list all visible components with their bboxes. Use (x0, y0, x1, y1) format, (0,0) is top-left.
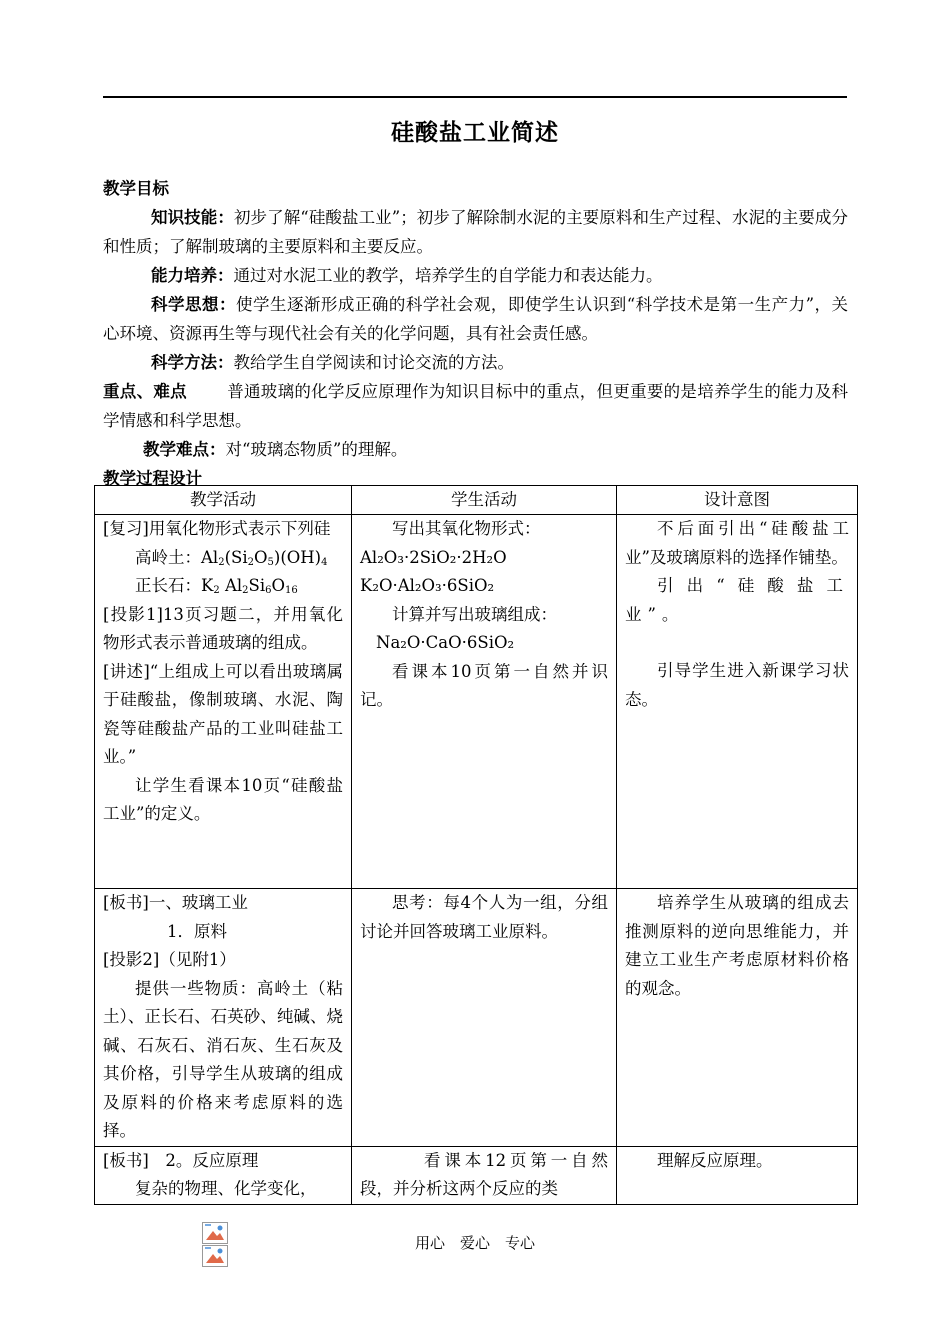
method-label: 科学方法： (151, 353, 234, 372)
cell-text: 1．原料 (167, 921, 227, 941)
feldspar-formula: 正长石：$K_2$ $Al_2Si_6O_{16}$ (135, 576, 298, 596)
difficulty-paragraph (103, 435, 848, 464)
cell-text: 计算并写出玻璃组成： (392, 604, 557, 624)
teacher-cell (95, 889, 352, 1147)
knowledge-paragraph (103, 203, 848, 261)
formula-text: Na₂O·CaO·6SiO₂ (376, 633, 515, 652)
thought-text: 使学生逐渐形成正确的科学社会观，即使学生认识到“科学技术是第一生产力”，关 心环境、资源再生等与现代社会有关的化学问题，具有社会责任感。 (103, 295, 849, 343)
cell-text: 培养学生从玻璃的组成去推测原料的逆向思维能力，并建立工业生产考虑原材料价格的观念。 (625, 893, 849, 998)
cell-text: 提供一些物质：高岭土（粘土）、正长石、石英砂、纯碱、烧碱、石灰石、消石灰、生石灰及其价格，引导学生从玻璃的组成及原料的价格来考虑原料的选择。 (103, 978, 343, 1140)
formula-text: Al₂O₃·2SiO₂·2H₂O (360, 547, 507, 567)
knowledge-label: 知识技能： (151, 208, 234, 227)
objectives-section (103, 174, 848, 493)
ability-label: 能力培养： (151, 266, 234, 285)
teacher-cell (95, 515, 352, 889)
teacher-cell (95, 1146, 352, 1204)
intent-cell (617, 515, 858, 889)
cell-text: 思考：每4个人为一组，分组讨论并回答玻璃工业原料。 (360, 893, 608, 941)
thought-label: 科学思想： (151, 295, 236, 314)
cell-text: [板书]一、玻璃工业 (103, 893, 248, 912)
cell-text: 写出其氧化物形式： (392, 519, 541, 538)
cell-text: [投影1]13页习题二，并用氧化物形式表示普通玻璃的组成。 (103, 604, 343, 652)
lesson-table (94, 485, 858, 1205)
difficulty-label: 教学难点： (143, 440, 226, 459)
cell-text: 理解反应原理。 (657, 1150, 773, 1170)
cell-text: [讲述]“上组成上可以看出玻璃属于硅酸盐，像制玻璃、水泥、陶瓷等硅酸盐产品的工业叫硅盐工业。” (103, 661, 343, 766)
cell-text: 引出“硅酸盐工业”。 (625, 576, 849, 624)
thought-paragraph (103, 290, 848, 348)
cell-text: 让学生看课本10页“硅酸盐工业”的定义。 (103, 775, 343, 823)
cell-text: [板书] 2。反应原理 (103, 1150, 259, 1170)
header-student: 学生活动 (352, 486, 617, 515)
kaolin-formula: 高岭土：$Al_2(Si_2O_5)(OH)_4$ (135, 547, 328, 568)
method-text: 教给学生自学阅读和讨论交流的方法。 (233, 353, 514, 372)
cell-text: 复杂的物理、化学变化， (135, 1179, 317, 1198)
cell-text: 看课本12页第一自然段，并分析这两个反应的类 (360, 1150, 608, 1198)
key-points-paragraph (103, 377, 848, 435)
key-points-text: 普通玻璃的化学反应原理作为知识目标中的重点，但更重要的是培养学生的能力及科学情感和科学思想。 (103, 382, 849, 430)
method-paragraph (103, 348, 848, 377)
formula-text: K₂O·Al₂O₃·6SiO₂ (360, 576, 495, 595)
student-cell (352, 515, 617, 889)
table-row (95, 889, 858, 1147)
cell-text: 看课本10页第一自然并识记。 (360, 661, 608, 709)
header-teacher: 教学活动 (95, 486, 352, 515)
ability-paragraph (103, 261, 848, 290)
intent-cell (617, 889, 858, 1147)
cell-text: [复习]用氧化物形式表示下列硅 (103, 519, 331, 538)
key-points-label: 重点、难点 (103, 382, 187, 401)
difficulty-text: 对“玻璃态物质”的理解。 (225, 440, 408, 459)
knowledge-text: 初步了解“硅酸盐工业”；初步了解除制水泥的主要原料和生产过程、水泥的主要成分和性质；了解制玻璃的主要原料和主要反应。 (103, 208, 849, 256)
cell-text: 不后面引出“硅酸盐工业”及玻璃原料的选择作铺垫。 (625, 519, 849, 567)
cell-text: 引导学生进入新课学习状态。 (625, 661, 849, 709)
cell-text: [投影2]（见附1） (103, 950, 236, 969)
ability-text: 通过对水泥工业的教学，培养学生的自学能力和表达能力。 (233, 266, 663, 285)
student-cell (352, 1146, 617, 1204)
objectives-heading: 教学目标 (103, 179, 169, 198)
process-heading: 教学过程设计 (103, 469, 202, 488)
header-rule (103, 96, 847, 98)
page-footer: 用心 爱心 专心 (414, 1234, 535, 1252)
table-row (95, 515, 858, 889)
page-title: 硅酸盐工业简述 (391, 120, 559, 146)
header-intent: 设计意图 (617, 486, 858, 515)
table-row (95, 1146, 858, 1204)
intent-cell (617, 1146, 858, 1204)
table-header-row (95, 486, 858, 515)
student-cell (352, 889, 617, 1147)
spacer (625, 629, 849, 657)
